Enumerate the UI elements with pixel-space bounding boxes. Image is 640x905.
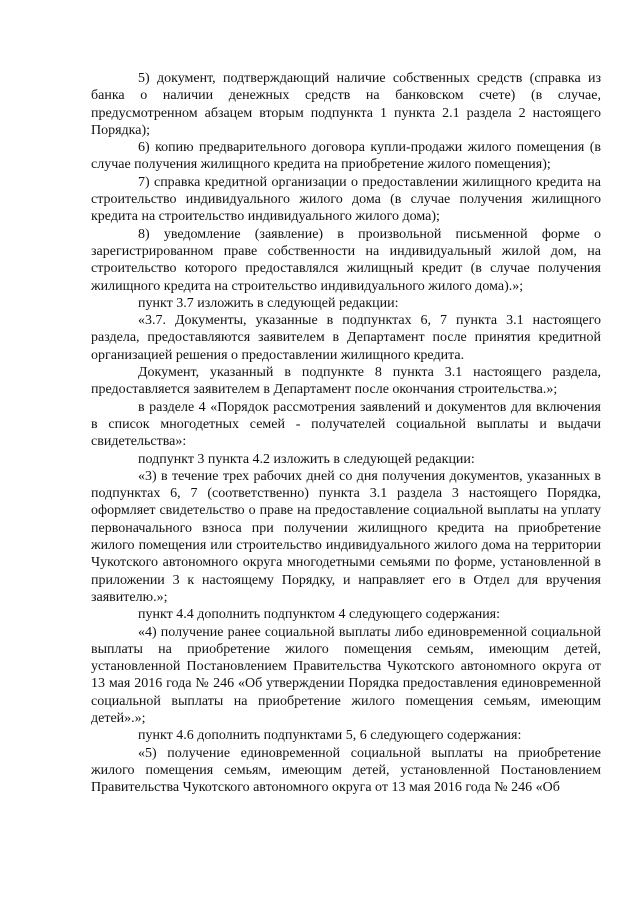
paragraph-item-4-2-intro: подпункт 3 пункта 4.2 изложить в следующей редакции: xyxy=(138,451,475,467)
paragraph-subitem-5: 5) документ, подтверждающий наличие собственных средств (справка из банка о наличии денежных средств на банковском счете) (в случае, предусмотренном абзацем вторым подпункта 1 пункта 2.1 раздела 2 настоящего Порядка); xyxy=(91,71,601,138)
paragraph-item-3-7-intro: пункт 3.7 изложить в следующей редакции: xyxy=(138,295,399,311)
paragraph-subitem-6: 6) копию предварительного договора купли-продажи жилого помещения (в случае получения жилищного кредита на приобретение жилого помещения); xyxy=(91,140,601,173)
paragraph-item-4-6-intro: пункт 4.6 дополнить подпунктами 5, 6 следующего содержания: xyxy=(138,728,522,744)
paragraph-item-4-4-subitem-4: «4) получение ранее социальной выплаты либо единовременной социальной выплаты на приобретение жилого помещения семьям, имеющим детей, установленной Постановлением Правительства Чукотского автономного округа от 13 мая 2016 года № 246 «Об утверждении Порядка предоставления единовременной социальной выплаты на приобретение жилого помещения семьям, имеющим детей».»; xyxy=(91,624,601,726)
paragraph-item-4-4-intro: пункт 4.4 дополнить подпунктом 4 следующего содержания: xyxy=(138,607,501,623)
paragraph-subitem-7: 7) справка кредитной организации о предоставлении жилищного кредита на строительство индивидуального жилого дома (в случае получения жилищного кредита на строительство индивидуального жилого дома); xyxy=(91,174,601,225)
paragraph-subitem-8: 8) уведомление (заявление) в произвольной письменной форме о зарегистрированном праве собственности на индивидуальный жилой дом, на строительство которого предоставлялся жилищный кредит (в случае получения жилищного кредита на строительство индивидуального жилого дома).»; xyxy=(91,226,601,294)
paragraph-section-4: в разделе 4 «Порядок рассмотрения заявлений и документов для включения в список многодетных семей - получателей социальной выплаты и выдачи свидетельства»: xyxy=(91,399,601,450)
paragraph-document-8: Документ, указанный в подпункте 8 пункта 3.1 настоящего раздела, предоставляется заявителем в Департамент после окончания строительства.»; xyxy=(91,365,601,398)
paragraph-item-4-6-subitem-5: «5) получение единовременной социальной выплаты на приобретение жилого помещения семьям, имеющим детей, установленной Постановлением Правительства Чукотского автономного округа от 13 мая 2016 года № 246 «Об xyxy=(91,745,601,796)
paragraph-item-3-7: «3.7. Документы, указанные в подпунктах 6, 7 пункта 3.1 настоящего раздела, предоставляются заявителем в Департамент после принятия кредитной организацией решения о предоставлении жилищного кредита. xyxy=(91,313,601,363)
document-page xyxy=(91,70,601,796)
paragraph-item-4-2-subitem-3: «3) в течение трех рабочих дней со дня получения документов, указанных в подпунктах 6, 7 (соответственно) пункта 3.1 раздела 3 настоящего Порядка, оформляет свидетельство о праве на предоставление социальной выплаты на уплату первоначального взноса при получении жилищного кредита на приобретение жилого помещения или строительство индивидуального жилого дома на территории Чукотского автономного округа многодетными семьями по форме, установленной в приложении 3 к настоящему Порядку, и направляет его в Отдел для вручения заявителю.»; xyxy=(91,468,601,605)
